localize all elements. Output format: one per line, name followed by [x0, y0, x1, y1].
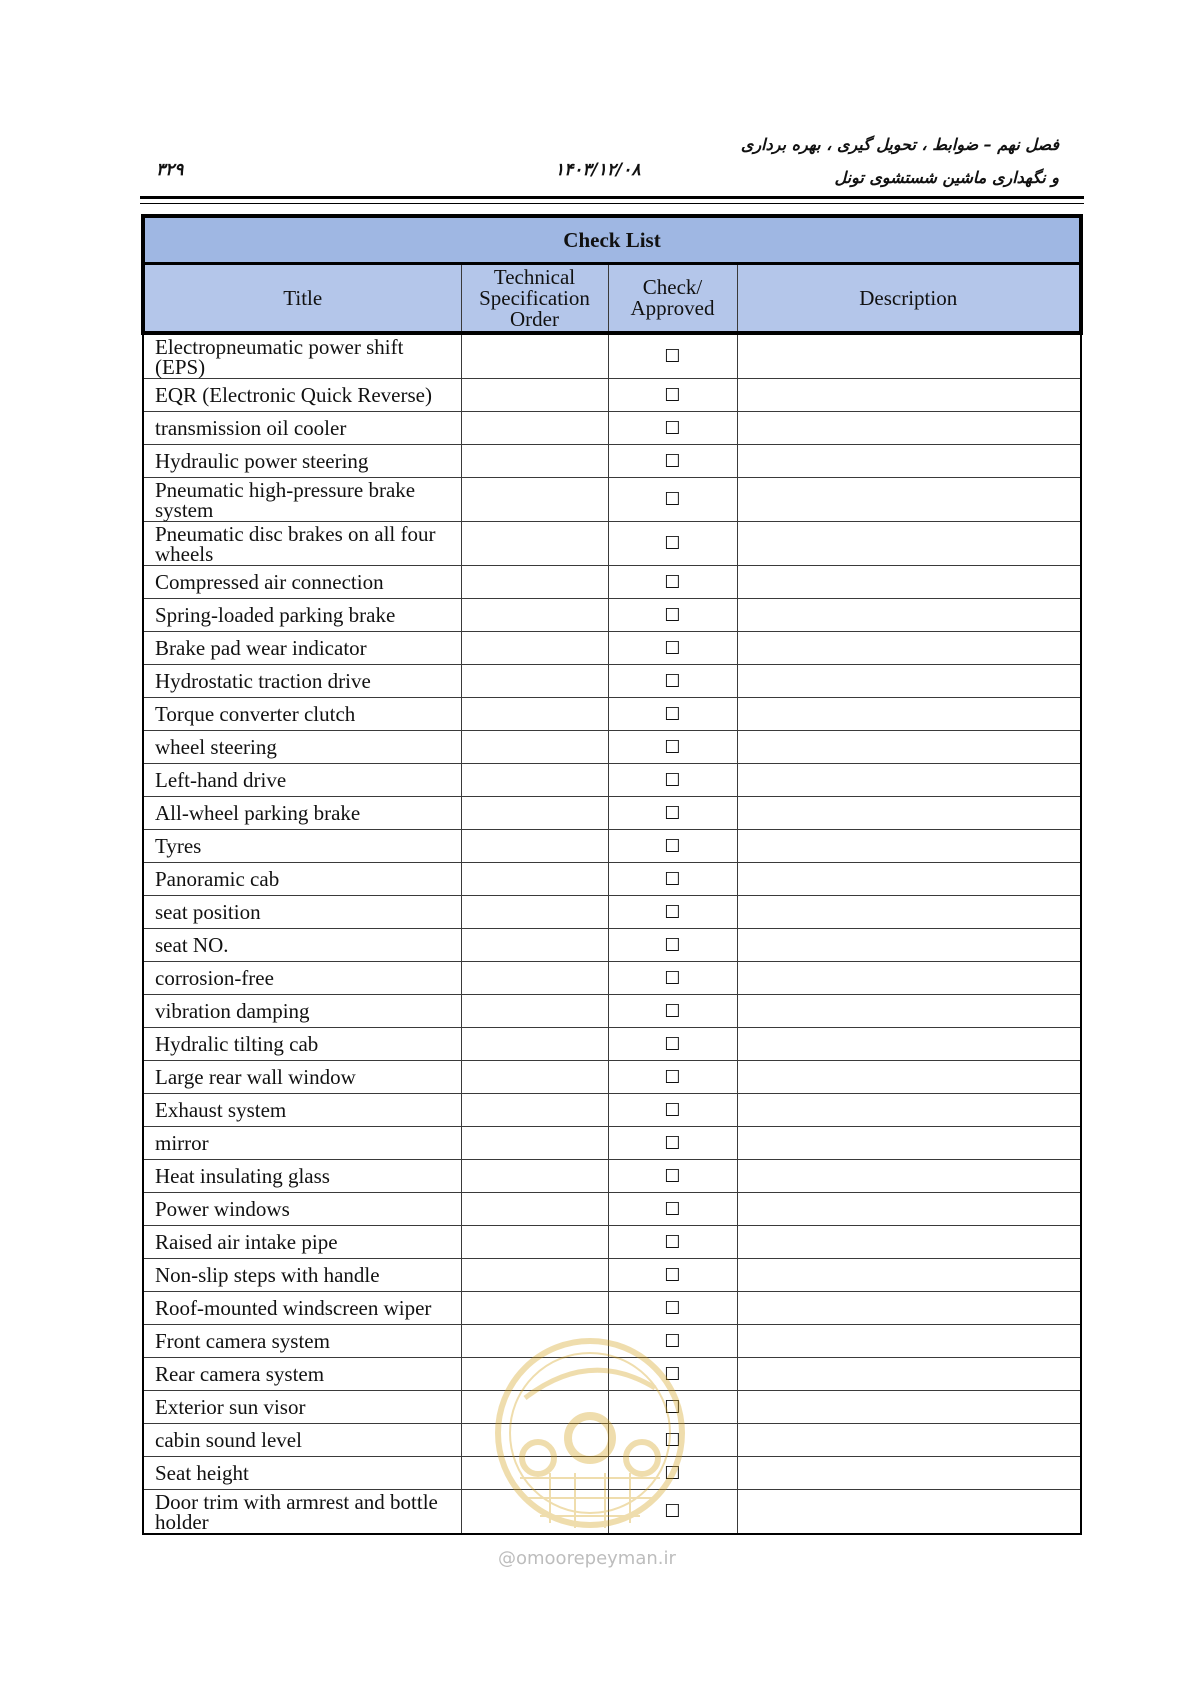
item-title-line1: Panoramic cab	[155, 867, 280, 891]
checkbox-cell	[608, 632, 737, 665]
checkbox-cell	[608, 665, 737, 698]
item-title-line1: Door trim with armrest and bottle	[155, 1489, 438, 1514]
table-row	[143, 1424, 1081, 1457]
item-title-line1: Large rear wall window	[155, 1065, 356, 1089]
description-cell[interactable]	[737, 445, 1081, 478]
item-title-cell	[143, 1325, 461, 1358]
approve-checkbox[interactable]: ☐	[664, 769, 681, 791]
item-title-line1: seat position	[155, 900, 261, 924]
approve-checkbox[interactable]: ☐	[664, 1330, 681, 1352]
description-cell[interactable]	[737, 412, 1081, 445]
item-title-cell	[143, 665, 461, 698]
checkbox-cell	[608, 929, 737, 962]
approve-checkbox[interactable]: ☐	[664, 1198, 681, 1220]
table-row	[143, 1061, 1081, 1094]
item-title-cell	[143, 333, 461, 379]
approve-checkbox[interactable]: ☐	[664, 1165, 681, 1187]
table-row	[143, 1259, 1081, 1292]
approve-checkbox[interactable]: ☐	[664, 1462, 681, 1484]
table-row	[143, 764, 1081, 797]
description-cell[interactable]	[737, 333, 1081, 379]
item-title-line1: Torque converter clutch	[155, 702, 356, 726]
checkbox-cell	[608, 896, 737, 929]
item-title-line1: Hydraulic power steering	[155, 449, 369, 473]
checkbox-cell	[608, 698, 737, 731]
item-title-cell	[143, 1391, 461, 1424]
item-title-cell	[143, 1061, 461, 1094]
description-cell[interactable]	[737, 1193, 1081, 1226]
item-title-line1: Hydrostatic traction drive	[155, 669, 371, 693]
checkbox-cell	[608, 1292, 737, 1325]
chapter-heading-line1: فصل نهم – ضوابط ، تحویل گیری ، بهره برداری	[740, 135, 1059, 154]
description-cell[interactable]	[737, 962, 1081, 995]
tech-spec-cell[interactable]	[461, 379, 608, 412]
approve-checkbox[interactable]: ☐	[664, 571, 681, 593]
table-row	[143, 1127, 1081, 1160]
item-title-line2: system	[155, 497, 214, 522]
checklist-title: Check List	[143, 216, 1081, 264]
tech-spec-cell[interactable]	[461, 797, 608, 830]
checkbox-cell	[608, 445, 737, 478]
description-cell[interactable]	[737, 1424, 1081, 1457]
checkbox-cell	[608, 1160, 737, 1193]
item-title-line1: corrosion-free	[155, 966, 274, 990]
item-title-line1: Power windows	[155, 1197, 290, 1221]
item-title-cell	[143, 929, 461, 962]
checkbox-cell	[608, 863, 737, 896]
tech-spec-cell[interactable]	[461, 1061, 608, 1094]
checkbox-cell	[608, 1325, 737, 1358]
checkbox-cell	[608, 1391, 737, 1424]
tech-spec-cell[interactable]	[461, 1325, 608, 1358]
tech-spec-cell[interactable]	[461, 1490, 608, 1535]
header-date: ۱۴۰۳/۱۲/۰۸	[555, 160, 641, 180]
item-title-line1: Hydralic tilting cab	[155, 1032, 319, 1056]
checkbox-cell	[608, 1226, 737, 1259]
tech-spec-cell[interactable]	[461, 412, 608, 445]
description-cell[interactable]	[737, 599, 1081, 632]
description-cell[interactable]	[737, 995, 1081, 1028]
tech-spec-cell[interactable]	[461, 1127, 608, 1160]
description-cell[interactable]	[737, 566, 1081, 599]
item-title-cell	[143, 797, 461, 830]
description-cell[interactable]	[737, 478, 1081, 522]
item-title-line1: EQR (Electronic Quick Reverse)	[155, 383, 432, 407]
approve-checkbox[interactable]: ☐	[664, 670, 681, 692]
tech-spec-cell[interactable]	[461, 522, 608, 566]
tech-spec-cell[interactable]	[461, 445, 608, 478]
table-row	[143, 1028, 1081, 1061]
approve-checkbox[interactable]: ☐	[664, 703, 681, 725]
item-title-cell	[143, 632, 461, 665]
description-cell[interactable]	[737, 1325, 1081, 1358]
item-title-line1: Tyres	[155, 834, 202, 858]
item-title-line2: (EPS)	[155, 354, 206, 379]
header-rule-thick	[140, 196, 1084, 199]
approve-checkbox[interactable]: ☐	[664, 1363, 681, 1385]
item-title-line1: Pneumatic disc brakes on all four	[155, 521, 436, 546]
item-title-cell	[143, 1127, 461, 1160]
description-cell[interactable]	[737, 1358, 1081, 1391]
tech-spec-cell[interactable]	[461, 929, 608, 962]
item-title-cell	[143, 412, 461, 445]
item-title-cell	[143, 698, 461, 731]
description-cell[interactable]	[737, 1061, 1081, 1094]
item-title-cell	[143, 1226, 461, 1259]
checkbox-cell	[608, 1457, 737, 1490]
description-cell[interactable]	[737, 1457, 1081, 1490]
tech-spec-cell[interactable]	[461, 1259, 608, 1292]
tech-spec-line3: Order	[510, 306, 559, 331]
approve-checkbox[interactable]: ☐	[664, 1297, 681, 1319]
item-title-line1: Electropneumatic power shift	[155, 334, 404, 359]
item-title-cell	[143, 445, 461, 478]
item-title-cell	[143, 863, 461, 896]
tech-spec-cell[interactable]	[461, 665, 608, 698]
check-line2: Approved	[630, 296, 715, 320]
item-title-line1: seat NO.	[155, 933, 229, 957]
item-title-cell	[143, 830, 461, 863]
approve-checkbox[interactable]: ☐	[664, 450, 681, 472]
checkbox-cell	[608, 522, 737, 566]
column-header-check-approved	[608, 264, 737, 334]
description-cell[interactable]	[737, 1391, 1081, 1424]
tech-spec-cell[interactable]	[461, 478, 608, 522]
column-header-tech-spec	[461, 264, 608, 334]
checkbox-cell	[608, 333, 737, 379]
description-cell[interactable]	[737, 929, 1081, 962]
description-cell[interactable]	[737, 764, 1081, 797]
checkbox-cell	[608, 1193, 737, 1226]
checkbox-cell	[608, 1061, 737, 1094]
approve-checkbox[interactable]: ☐	[664, 1231, 681, 1253]
checkbox-cell	[608, 995, 737, 1028]
item-title-line1: wheel steering	[155, 735, 277, 759]
checkbox-cell	[608, 412, 737, 445]
tech-spec-cell[interactable]	[461, 896, 608, 929]
checkbox-cell	[608, 830, 737, 863]
item-title-line1: cabin sound level	[155, 1428, 302, 1452]
table-row	[143, 1292, 1081, 1325]
checkbox-cell	[608, 1127, 737, 1160]
checkbox-cell	[608, 764, 737, 797]
item-title-line1: vibration damping	[155, 999, 310, 1023]
table-row	[143, 566, 1081, 599]
approve-checkbox[interactable]: ☐	[664, 1099, 681, 1121]
table-row	[143, 1160, 1081, 1193]
tech-spec-cell[interactable]	[461, 863, 608, 896]
item-title-cell	[143, 478, 461, 522]
checkbox-cell	[608, 1358, 737, 1391]
check-line1: Check/	[642, 275, 703, 299]
tech-spec-cell[interactable]	[461, 1028, 608, 1061]
checkbox-cell	[608, 478, 737, 522]
item-title-cell	[143, 896, 461, 929]
description-cell[interactable]	[737, 1028, 1081, 1061]
table-row	[143, 797, 1081, 830]
table-row	[143, 1193, 1081, 1226]
approve-checkbox[interactable]: ☐	[664, 346, 681, 367]
item-title-line1: Pneumatic high-pressure brake	[155, 477, 416, 502]
checkbox-cell	[608, 1424, 737, 1457]
item-title-cell	[143, 1028, 461, 1061]
checkbox-cell	[608, 1259, 737, 1292]
item-title-cell	[143, 1094, 461, 1127]
checkbox-cell	[608, 566, 737, 599]
table-row	[143, 1391, 1081, 1424]
tech-spec-cell[interactable]	[461, 599, 608, 632]
item-title-line1: Non-slip steps with handle	[155, 1263, 380, 1287]
item-title-cell	[143, 962, 461, 995]
tech-spec-cell[interactable]	[461, 1226, 608, 1259]
item-title-cell	[143, 1193, 461, 1226]
table-row	[143, 1490, 1081, 1535]
tech-spec-cell[interactable]	[461, 566, 608, 599]
column-header-title: Title	[143, 264, 461, 334]
description-cell[interactable]	[737, 698, 1081, 731]
item-title-line1: Spring-loaded parking brake	[155, 603, 396, 627]
item-title-cell	[143, 566, 461, 599]
approve-checkbox[interactable]: ☐	[664, 802, 681, 824]
table-row	[143, 995, 1081, 1028]
item-title-cell	[143, 599, 461, 632]
tech-spec-cell[interactable]	[461, 1292, 608, 1325]
tech-spec-line1: Technical	[493, 264, 576, 289]
item-title-line2: wheels	[155, 541, 214, 566]
description-cell[interactable]	[737, 1160, 1081, 1193]
item-title-line1: transmission oil cooler	[155, 416, 347, 440]
table-row	[143, 478, 1081, 522]
column-header-description: Description	[737, 264, 1081, 334]
chapter-heading-line2: و نگهداری ماشین شستشوی تونل	[834, 168, 1059, 187]
item-title-cell	[143, 1259, 461, 1292]
table-row	[143, 632, 1081, 665]
description-cell[interactable]	[737, 1490, 1081, 1535]
approve-checkbox[interactable]: ☐	[664, 868, 681, 890]
description-cell[interactable]	[737, 896, 1081, 929]
description-cell[interactable]	[737, 1127, 1081, 1160]
item-title-line1: Heat insulating glass	[155, 1164, 330, 1188]
table-row	[143, 1358, 1081, 1391]
approve-checkbox[interactable]: ☐	[664, 604, 681, 626]
description-cell[interactable]	[737, 632, 1081, 665]
checklist-body	[143, 333, 1081, 1534]
item-title-cell	[143, 1358, 461, 1391]
table-row	[143, 412, 1081, 445]
item-title-line1: Raised air intake pipe	[155, 1230, 338, 1254]
checkbox-cell	[608, 379, 737, 412]
tech-spec-cell[interactable]	[461, 764, 608, 797]
table-row	[143, 665, 1081, 698]
description-cell[interactable]	[737, 1094, 1081, 1127]
tech-spec-cell[interactable]	[461, 1094, 608, 1127]
item-title-line1: mirror	[155, 1131, 209, 1155]
approve-checkbox[interactable]: ☐	[664, 1396, 681, 1418]
description-cell[interactable]	[737, 863, 1081, 896]
description-cell[interactable]	[737, 731, 1081, 764]
tech-spec-cell[interactable]	[461, 1358, 608, 1391]
tech-spec-line2: Specification	[479, 285, 590, 310]
item-title-line2: holder	[155, 1509, 209, 1534]
description-cell[interactable]	[737, 830, 1081, 863]
page-number: ۳۲۹	[156, 160, 184, 180]
item-title-cell	[143, 1490, 461, 1535]
tech-spec-cell[interactable]	[461, 1193, 608, 1226]
item-title-line1: Rear camera system	[155, 1362, 325, 1386]
checkbox-cell	[608, 1094, 737, 1127]
table-row	[143, 1457, 1081, 1490]
approve-checkbox[interactable]: ☐	[664, 1000, 681, 1022]
header-rule-thin	[140, 203, 1084, 204]
item-title-line1: Exhaust system	[155, 1098, 287, 1122]
approve-checkbox[interactable]: ☐	[664, 384, 681, 406]
tech-spec-cell[interactable]	[461, 1391, 608, 1424]
watermark-site: @omoorepeyman.ir	[498, 1548, 676, 1569]
table-row	[143, 896, 1081, 929]
approve-checkbox[interactable]: ☐	[664, 835, 681, 857]
tech-spec-cell[interactable]	[461, 1160, 608, 1193]
table-row	[143, 830, 1081, 863]
table-row	[143, 698, 1081, 731]
description-cell[interactable]	[737, 1259, 1081, 1292]
approve-checkbox[interactable]: ☐	[664, 736, 681, 758]
approve-checkbox[interactable]: ☐	[664, 533, 681, 554]
table-row	[143, 929, 1081, 962]
tech-spec-cell[interactable]	[461, 830, 608, 863]
item-title-line1: Exterior sun visor	[155, 1395, 306, 1419]
approve-checkbox[interactable]: ☐	[664, 417, 681, 439]
item-title-line1: Roof-mounted windscreen wiper	[155, 1296, 432, 1320]
item-title-cell	[143, 1292, 461, 1325]
approve-checkbox[interactable]: ☐	[664, 637, 681, 659]
table-row	[143, 379, 1081, 412]
item-title-line1: All-wheel parking brake	[155, 801, 361, 825]
approve-checkbox[interactable]: ☐	[664, 934, 681, 956]
item-title-cell	[143, 731, 461, 764]
table-row	[143, 333, 1081, 379]
tech-spec-cell[interactable]	[461, 333, 608, 379]
table-row	[143, 863, 1081, 896]
checkbox-cell	[608, 797, 737, 830]
item-title-cell	[143, 995, 461, 1028]
table-row	[143, 962, 1081, 995]
approve-checkbox[interactable]: ☐	[664, 1429, 681, 1451]
approve-checkbox[interactable]: ☐	[664, 1264, 681, 1286]
approve-checkbox[interactable]: ☐	[664, 1033, 681, 1055]
table-row	[143, 1226, 1081, 1259]
tech-spec-cell[interactable]	[461, 1424, 608, 1457]
table-row	[143, 1094, 1081, 1127]
approve-checkbox[interactable]: ☐	[664, 489, 681, 510]
chapter-heading	[741, 128, 1059, 194]
item-title-line1: Front camera system	[155, 1329, 330, 1353]
item-title-line1: Left-hand drive	[155, 768, 287, 792]
approve-checkbox[interactable]: ☐	[664, 1132, 681, 1154]
checkbox-cell	[608, 599, 737, 632]
item-title-cell	[143, 1424, 461, 1457]
tech-spec-cell[interactable]	[461, 962, 608, 995]
checkbox-cell	[608, 1028, 737, 1061]
description-cell[interactable]	[737, 379, 1081, 412]
checklist-table	[141, 214, 1083, 1535]
description-cell[interactable]	[737, 797, 1081, 830]
table-row	[143, 522, 1081, 566]
approve-checkbox[interactable]: ☐	[664, 1501, 681, 1522]
table-row	[143, 731, 1081, 764]
table-row	[143, 445, 1081, 478]
checkbox-cell	[608, 731, 737, 764]
item-title-cell	[143, 379, 461, 412]
approve-checkbox[interactable]: ☐	[664, 901, 681, 923]
tech-spec-cell[interactable]	[461, 698, 608, 731]
item-title-cell	[143, 522, 461, 566]
item-title-cell	[143, 764, 461, 797]
approve-checkbox[interactable]: ☐	[664, 1066, 681, 1088]
description-cell[interactable]	[737, 1226, 1081, 1259]
approve-checkbox[interactable]: ☐	[664, 967, 681, 989]
table-row	[143, 599, 1081, 632]
description-cell[interactable]	[737, 522, 1081, 566]
checkbox-cell	[608, 1490, 737, 1535]
item-title-cell	[143, 1457, 461, 1490]
checkbox-cell	[608, 962, 737, 995]
description-cell[interactable]	[737, 1292, 1081, 1325]
tech-spec-cell[interactable]	[461, 1457, 608, 1490]
item-title-line1: Compressed air connection	[155, 570, 384, 594]
item-title-line1: Brake pad wear indicator	[155, 636, 367, 660]
tech-spec-cell[interactable]	[461, 632, 608, 665]
description-cell[interactable]	[737, 665, 1081, 698]
item-title-line1: Seat height	[155, 1461, 249, 1485]
item-title-cell	[143, 1160, 461, 1193]
tech-spec-cell[interactable]	[461, 995, 608, 1028]
tech-spec-cell[interactable]	[461, 731, 608, 764]
table-row	[143, 1325, 1081, 1358]
